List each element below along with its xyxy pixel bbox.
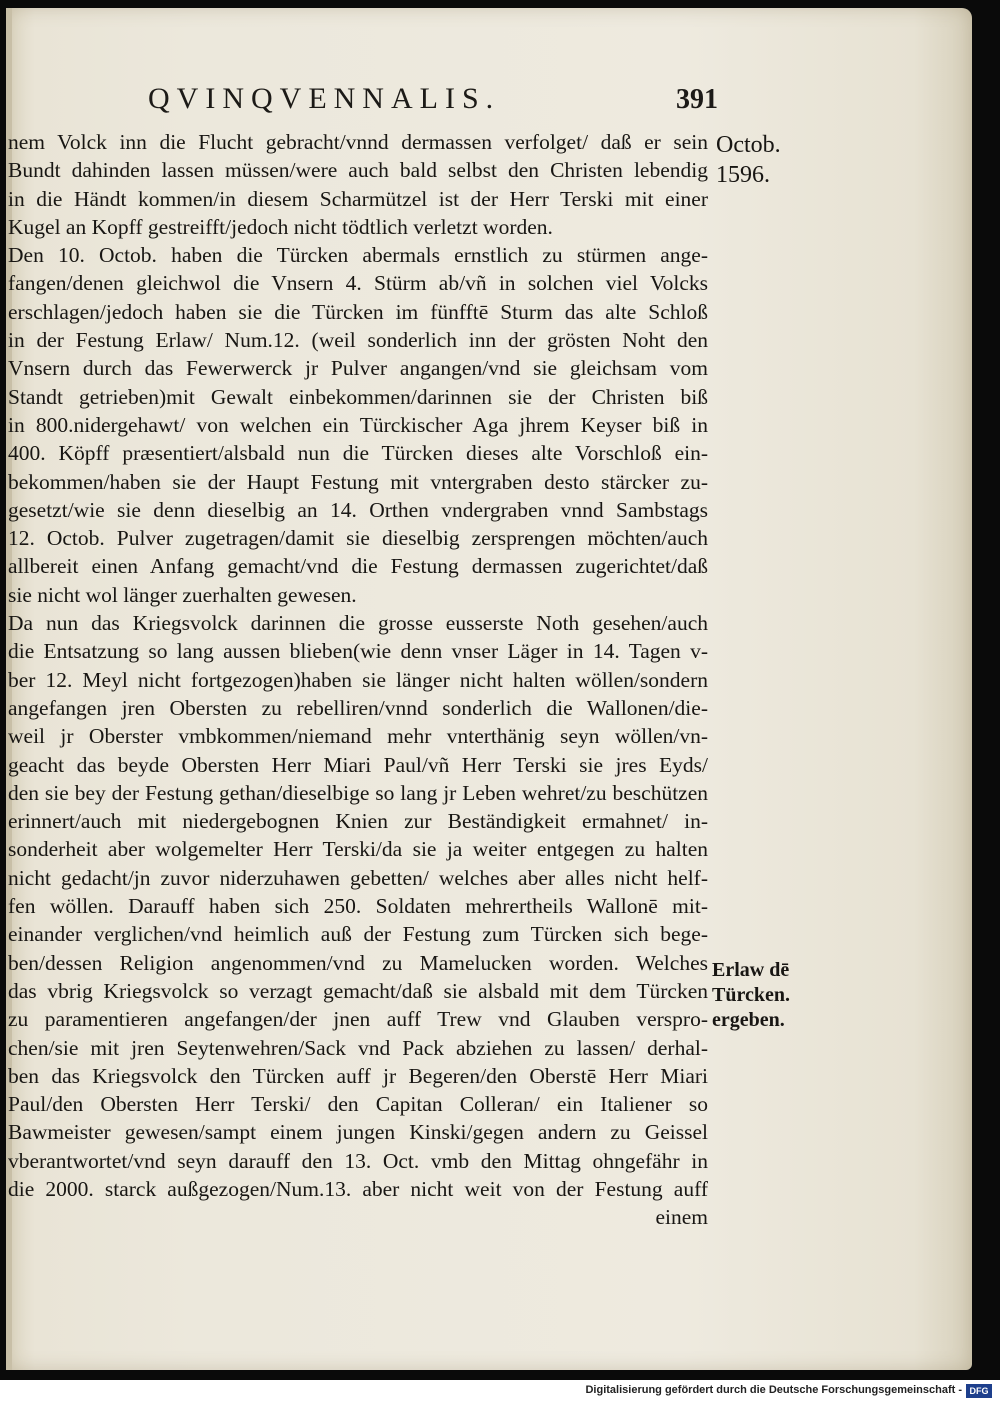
margin-side-note xyxy=(712,958,790,1033)
text-line: einem xyxy=(655,1205,708,1230)
text-line: in der Festung Erlaw/ Num.12. (weil sonderlich inn der grösten Noht den xyxy=(8,328,708,353)
text-line: bekommen/haben sie der Haupt Festung mit vntergraben desto stärcker zu- xyxy=(8,469,708,494)
text-line: erinnert/auch mit niedergebognen Knien zur Beständigkeit ermahnet/ in- xyxy=(8,809,708,834)
text-line: fen wöllen. Darauff haben sich 250. Soldaten mehrertheils Wallonē mit- xyxy=(8,894,708,919)
margin-date-month: Octob. xyxy=(716,132,781,158)
text-line: Den 10. Octob. haben die Türcken abermals ernstlich zu stürmen ange- xyxy=(8,243,708,268)
text-line: den sie bey der Festung gethan/dieselbige so lang jr Leben wehret/zu beschützen xyxy=(8,780,708,805)
text-line: die Entsatzung so lang aussen blieben(wie denn vnser Läger in 14. Tagen v- xyxy=(8,639,708,664)
text-line: das vbrig Kriegsvolck so verzagt gemacht/daß sie alsbald mit dem Türcken xyxy=(8,978,708,1003)
page-header xyxy=(148,82,718,122)
text-line: Vnsern durch das Fewerwerck jr Pulver angangen/vnd sie gleichsam vom xyxy=(8,356,708,381)
text-line: allbereit einen Anfang gemacht/vnd die Festung dermassen zugerichtet/daß xyxy=(8,554,708,579)
text-line: ber 12. Meyl nicht fortgezogen)haben sie länger nicht halten wöllen/sondern xyxy=(8,667,708,692)
text-line: sonderheit aber wolgemelter Herr Terski/da sie ja weiter entgegen zu halten xyxy=(8,837,708,862)
text-line: Da nun das Kriegsvolck darinnen die grosse eusserste Noth gesehen/auch xyxy=(8,611,708,636)
text-line: geacht das beyde Obersten Herr Miari Paul/vñ Herr Terski sie jres Eyds/ xyxy=(8,752,708,777)
text-line: in 800.nidergehawt/ von welchen ein Türckischer Aga jhrem Keyser biß in xyxy=(8,412,708,437)
text-line: ben das Kriegsvolck den Türcken auff jr Begeren/den Oberstē Herr Miari xyxy=(8,1063,708,1088)
text-line: Standt getrieben)mit Gewalt einbekommen/darinnen sie der Christen biß xyxy=(8,384,708,409)
margin-date-note xyxy=(716,130,781,190)
dfg-logo: DFG xyxy=(966,1384,992,1398)
text-line: einander verglichen/vnd heimlich auß der Festung zum Türcken sich bege- xyxy=(8,922,708,947)
text-line: angefangen jren Obersten zu rebelliren/vnnd sonderlich die Wallonen/die- xyxy=(8,695,708,720)
text-line: die 2000. starck außgezogen/Num.13. aber nicht weit von der Festung auff xyxy=(8,1176,708,1201)
text-line: Bawmeister gewesen/sampt einem jungen Kinski/gegen andern zu Geissel xyxy=(8,1120,708,1145)
footer-bar xyxy=(0,1380,1000,1402)
text-line: chen/sie mit jren Seytenwehren/Sack vnd Pack abziehen zu lassen/ derhal- xyxy=(8,1035,708,1060)
running-title: QVINQVENNALIS. xyxy=(148,82,501,115)
text-line: nem Volck inn die Flucht gebracht/vnnd dermassen verfolget/ daß er sein xyxy=(8,130,708,154)
margin-side-note-line: Türcken. xyxy=(712,984,790,1006)
margin-date-year: 1596. xyxy=(716,162,770,188)
text-line: Kugel an Kopff gestreifft/jedoch nicht tödtlich verletzt worden. xyxy=(8,214,553,239)
text-line: ben/dessen Religion angenommen/vnd zu Mamelucken worden. Welches xyxy=(8,950,708,975)
text-line: Bundt dahinden lassen müssen/were auch bald selbst den Christen lebendig xyxy=(8,158,708,183)
text-line: sie nicht wol länger zuerhalten gewesen. xyxy=(8,582,357,607)
text-line: zu paramentieren angefangen/der jnen auff Trew vnd Glauben verspro- xyxy=(8,1007,708,1032)
text-line: 12. Octob. Pulver zugetragen/damit sie dieselbig zersprengen möchten/auch xyxy=(8,526,708,551)
text-line: erschlagen/jedoch haben sie die Türcken im fünfftē Sturm das alte Schloß xyxy=(8,299,708,324)
text-line: 400. Köpff præsentiert/alsbald nun die Türcken dieses alte Vorschloß ein- xyxy=(8,441,708,466)
text-line: fangen/denen gleichwol die Vnsern 4. Stürm ab/vñ in solchen viel Volcks xyxy=(8,271,708,296)
text-line: vberantwortet/vnd seyn darauff den 13. Oct. vmb den Mittag ohngefähr in xyxy=(8,1148,708,1173)
footer-credit: Digitalisierung gefördert durch die Deutsche Forschungsgemeinschaft - xyxy=(585,1384,962,1396)
text-line: gesetzt/wie sie denn dieselbig an 14. Orthen vndergraben vnnd Sambstags xyxy=(8,497,708,522)
body-text xyxy=(8,128,708,1232)
margin-side-note-line: ergeben. xyxy=(712,1009,785,1031)
margin-side-note-line: Erlaw dē xyxy=(712,959,790,981)
text-line: in die Händt kommen/in diesem Scharmützel ist der Herr Terski mit einer xyxy=(8,186,708,211)
text-line: weil jr Oberster vmbkommen/niemand mehr vnterthänig seyn wöllen/vn- xyxy=(8,724,708,749)
text-line: nicht gedacht/jn zuvor niderzuhawen gebetten/ welches aber alles nicht helf- xyxy=(8,865,708,890)
page-number: 391 xyxy=(676,84,718,115)
text-line: Paul/den Obersten Herr Terski/ den Capitan Colleran/ ein Italiener so xyxy=(8,1092,708,1117)
